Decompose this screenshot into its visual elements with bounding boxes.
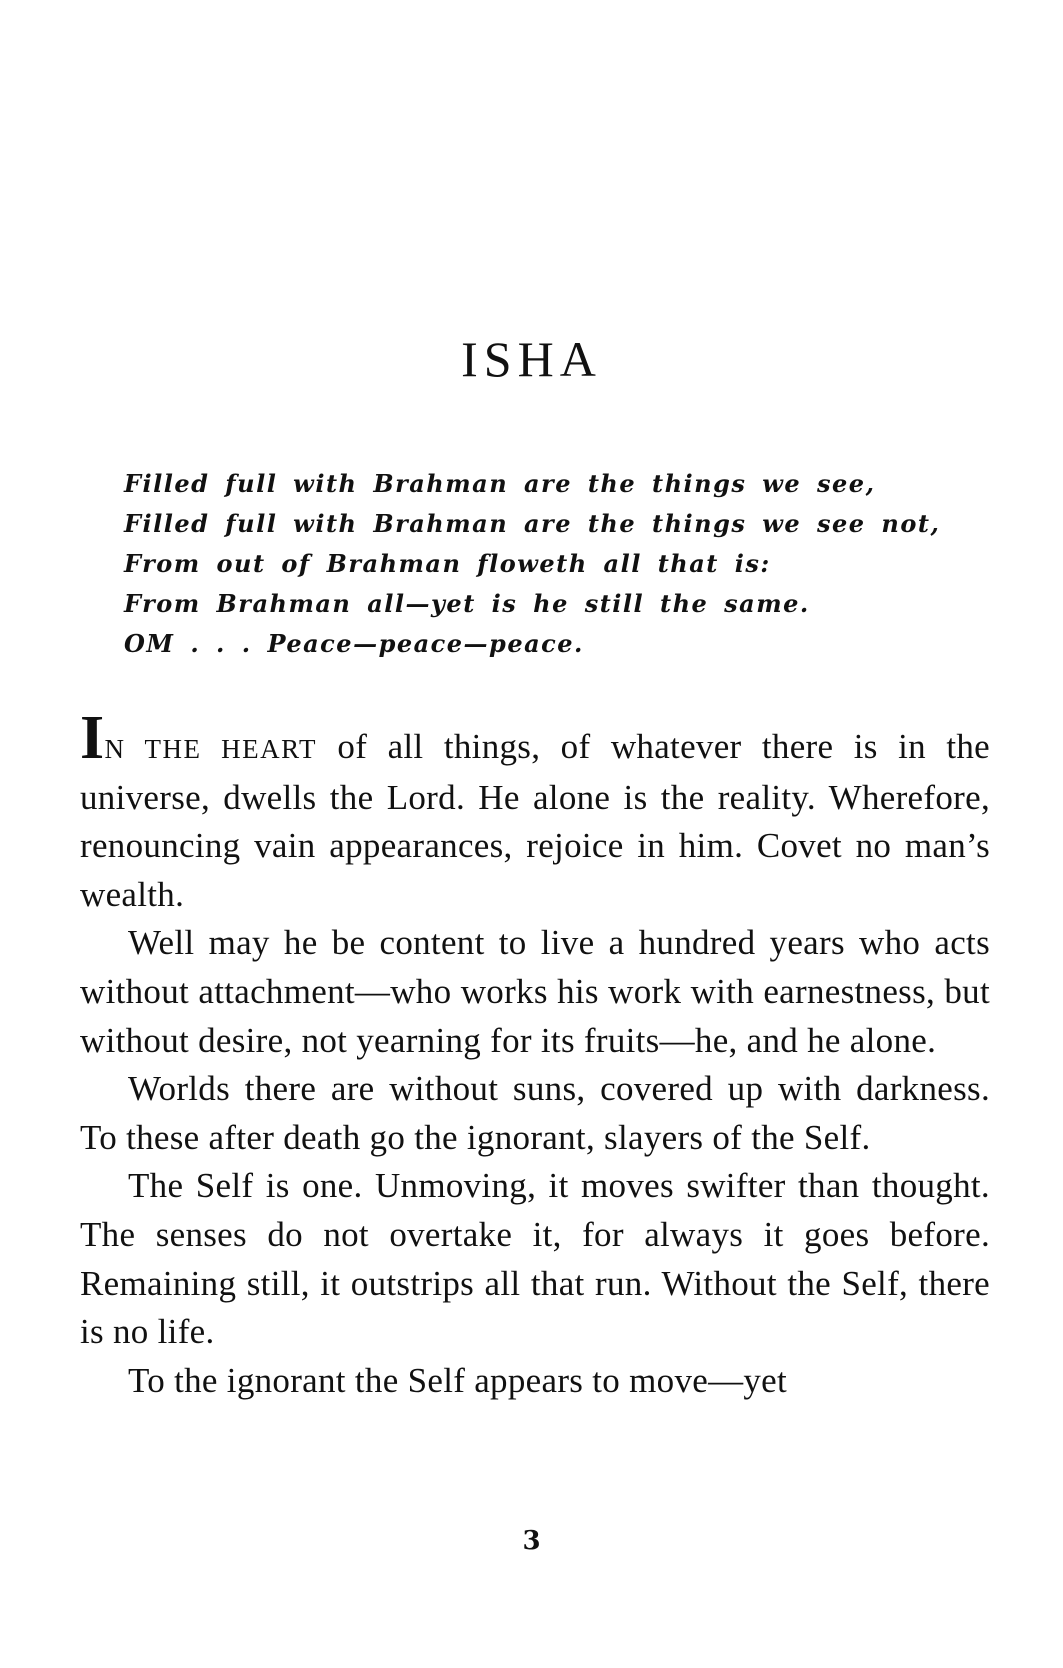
drop-cap: I [80, 704, 105, 772]
body-text [80, 704, 990, 1405]
opening-paragraph [80, 704, 990, 919]
verse-line: Filled full with Brahman are the things we see, [124, 469, 876, 498]
paragraph: The Self is one. Unmoving, it moves swifter than thought. The senses do not overtake it, for always it goes before. Remaining still, it outstrips all that run. Without the Self, there is no life. [80, 1166, 990, 1352]
page-number: 3 [522, 1526, 541, 1556]
paragraph: Well may he be content to live a hundred years who acts without attachment—who works his work with earnestness, but without desire, not yearning for its fruits—he, and he alone. [80, 923, 990, 1060]
verse-line: From out of Brahman floweth all that is: [124, 549, 771, 578]
verse-line: Filled full with Brahman are the things we see not, [124, 509, 941, 538]
chapter-title: ISHA [461, 331, 602, 387]
paragraph: Worlds there are without suns, covered up with darkness. To these after death go the ignorant, slayers of the Self. [80, 1069, 990, 1157]
verse-line: OM . . . Peace—peace—peace. [124, 629, 584, 658]
opening-small-caps: N THE HEART [104, 734, 318, 764]
verse-line: From Brahman all—yet is he still the same. [124, 589, 810, 618]
invocation-verse [124, 464, 984, 664]
opening-text: of all things, of whatever there is in the universe, dwells the Lord. He alone is the reality. Wherefore, renouncing vain appearances, rejoice in him. Covet no man’s wealth. [80, 727, 990, 914]
paragraph: To the ignorant the Self appears to move—yet [128, 1360, 788, 1400]
